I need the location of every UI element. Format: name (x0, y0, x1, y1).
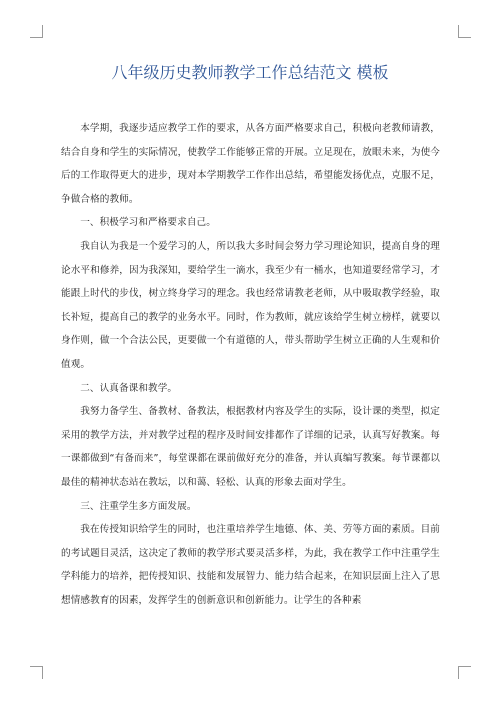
section-heading-1: 一、积极学习和严格要求自己。 (80, 217, 216, 229)
crop-mark-bottom-left (30, 666, 43, 679)
document-body (61, 117, 440, 612)
crop-mark-top-left (30, 25, 43, 38)
crop-mark-top-right (458, 25, 471, 38)
section-heading-3: 三、注重学生多方面发展。 (80, 500, 197, 512)
section-paragraph-3: 我在传授知识给学生的同时，也注重培养学生地德、体、美、劳等方面的素质。目前的考试题目灵活，这决定了教师的教学形式要灵活多样，为此，我在教学工作中注重学生学科能力的培养，把传授知识、技能和发展智力、能力结合起来，在知识层面上注入了思想情感教育的因素，发挥学生的创新意识和创新能力。让学生的各种素 (61, 524, 440, 606)
crop-mark-bottom-right (458, 666, 471, 679)
intro-paragraph: 本学期，我逐步适应教学工作的要求，从各方面严格要求自己，积极向老教师请教，结合自身和学生的实际情况，使教学工作能够正常的开展。立足现在，放眼未来，为使今后的工作取得更大的进步，现对本学期教学工作作出总结，希望能发扬优点，克服不足，争做合格的教师。 (61, 123, 440, 205)
section-paragraph-2: 我努力备学生、备教材、备教法，根据教材内容及学生的实际，设计课的类型，拟定采用的教学方法，并对教学过程的程序及时间安排都作了详细的记录，认真写好教案。每一课都做到“有备而来”，每堂课都在课前做好充分的准备，并认真编写教案。每节课都以最佳的精神状态站在教坛，以和蔼、轻松、认真的形象去面对学生。 (61, 406, 440, 488)
section-paragraph-1: 我自认为我是一个爱学习的人，所以我大多时间会努力学习理论知识，提高自身的理论水平和修养，因为我深知，要给学生一滴水，我至少有一桶水，也知道要经常学习，才能跟上时代的步伐，树立终身学习的理念。我也经常请教老老师，从中吸取教学经验，取长补短，提高自己的教学的业务水平。同时，作为教师，就应该给学生树立榜样，就要以身作则，做一个合法公民，更要做一个有道德的人，带头帮助学生树立正确的人生观和价值观。 (61, 240, 440, 370)
section-heading-2: 二、认真备课和教学。 (80, 382, 178, 394)
document-title: 八年级历史教师教学工作总结范文 模板 (111, 63, 389, 82)
